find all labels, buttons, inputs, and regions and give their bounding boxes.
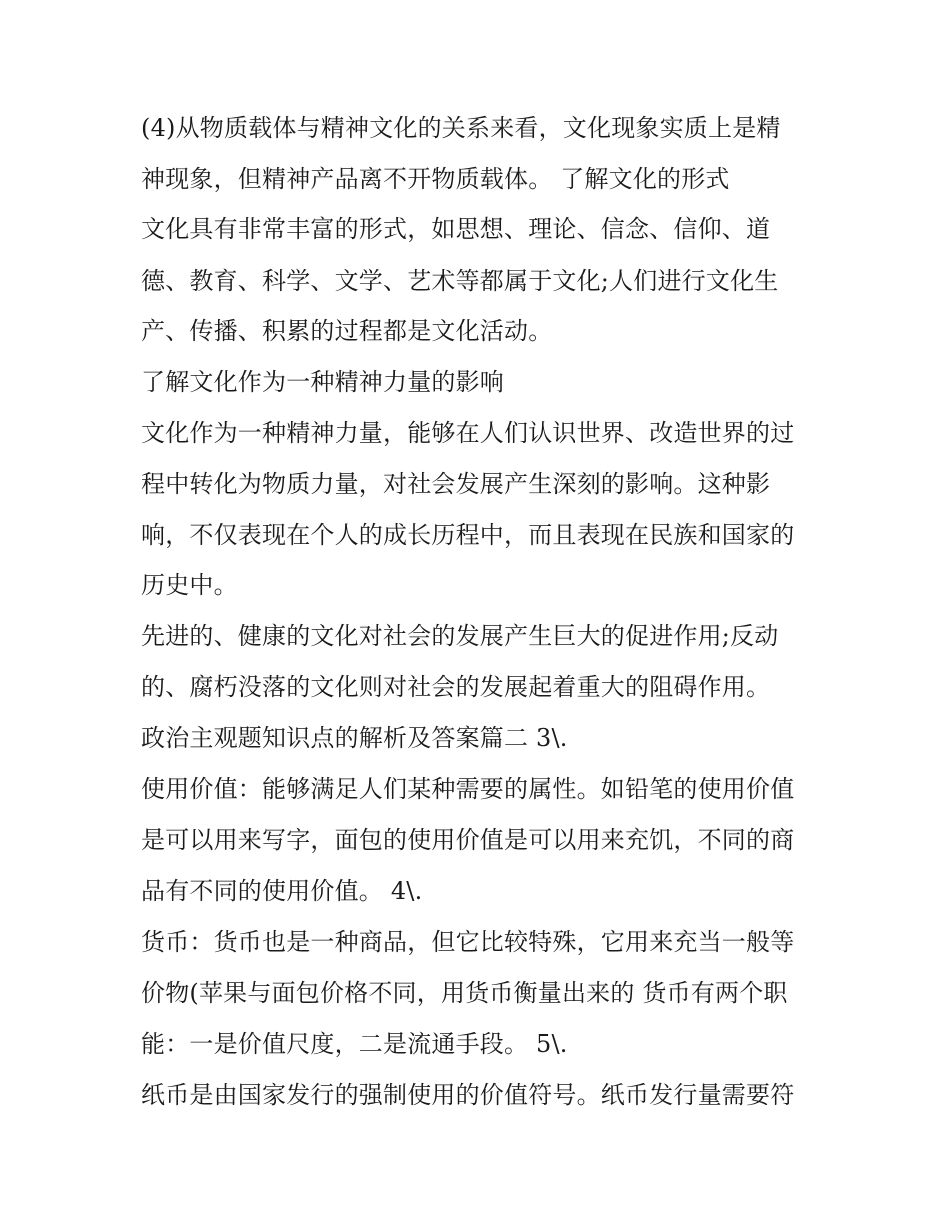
paragraph-line-4: 德、教育、科学、文学、艺术等都属于文化;人们进行文化生	[141, 267, 779, 295]
paragraph-line-8: 程中转化为物质力量，对社会发展产生深刻的影响。这种影	[141, 470, 771, 498]
paragraph-line-9: 响，不仅表现在个人的成长历程中，而且表现在民族和国家的	[141, 521, 795, 549]
section-heading: 了解文化作为一种精神力量的影响	[141, 368, 504, 396]
paragraph-line-18: 价物(苹果与面包价格不同，用货币衡量出来的 货币有两个职	[141, 979, 788, 1007]
section-title: 政治主观题知识点的解析及答案篇二 3\.	[141, 724, 568, 752]
paragraph-line-12: 的、腐朽没落的文化则对社会的发展起着重大的阻碍作用。	[141, 673, 771, 701]
paragraph-line-2: 神现象，但精神产品离不开物质载体。 了解文化的形式	[141, 165, 730, 193]
paragraph-line-16: 品有不同的使用价值。 4\.	[141, 877, 423, 905]
paragraph-line-17: 货币：货币也是一种商品，但它比较特殊，它用来充当一般等	[141, 928, 795, 956]
paragraph-line-15: 是可以用来写字，面包的使用价值是可以用来充饥，不同的商	[141, 826, 795, 854]
paragraph-line-10: 历史中。	[141, 571, 238, 599]
paragraph-line-14: 使用价值：能够满足人们某种需要的属性。如铅笔的使用价值	[141, 775, 795, 803]
paragraph-line-20: 纸币是由国家发行的强制使用的价值符号。纸币发行量需要符	[141, 1081, 795, 1109]
paragraph-line-7: 文化作为一种精神力量，能够在人们认识世界、改造世界的过	[141, 419, 795, 447]
paragraph-line-3: 文化具有非常丰富的形式，如思想、理论、信念、信仰、道	[141, 215, 771, 243]
paragraph-line-1: (4)从物质载体与精神文化的关系来看，文化现象实质上是精	[141, 114, 781, 142]
paragraph-line-19: 能：一是价值尺度，二是流通手段。 5\.	[141, 1030, 568, 1058]
paragraph-line-11: 先进的、健康的文化对社会的发展产生巨大的促进作用;反动	[141, 622, 779, 650]
paragraph-line-5: 产、传播、积累的过程都是文化活动。	[141, 317, 553, 345]
